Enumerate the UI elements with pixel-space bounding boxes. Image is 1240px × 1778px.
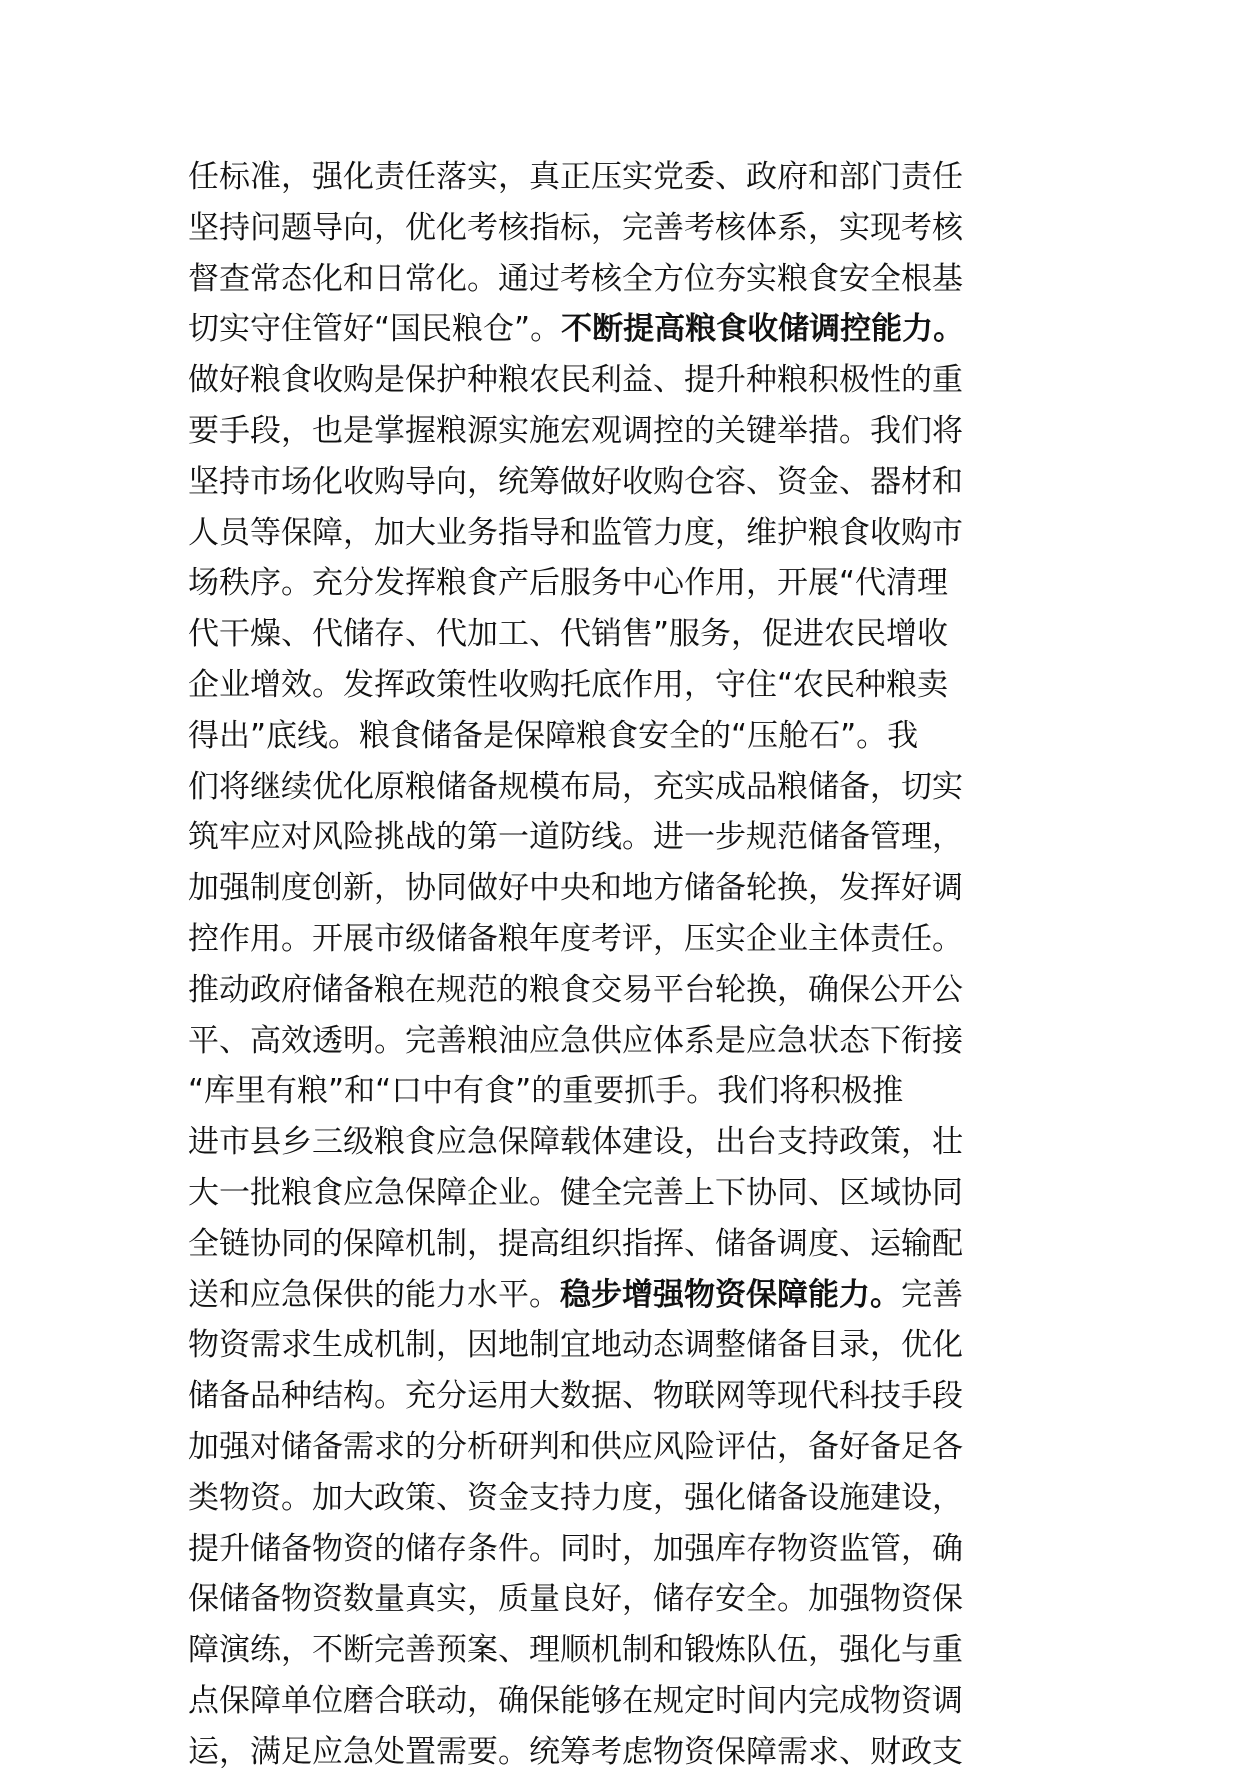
paragraph-text: “库里有粮”和“口中有食”的重要抓手。我们将积极推 (188, 1073, 904, 1110)
text-line (188, 1727, 1068, 1778)
text-line (188, 1371, 1068, 1422)
text-line (188, 1625, 1068, 1676)
body-text (188, 152, 1068, 1778)
text-line (188, 508, 1068, 559)
text-line (188, 152, 1068, 203)
text-line (188, 965, 1068, 1016)
text-line (188, 660, 1068, 711)
text-line (188, 1117, 1068, 1168)
paragraph-text: 提升储备物资的储存条件。同时，加强库存物资监管，确 (188, 1530, 963, 1567)
text-line (188, 1473, 1068, 1524)
paragraph-text: 送和应急保供的能力水平。 (188, 1276, 560, 1313)
paragraph-text: 保储备物资数量真实，质量良好，储存安全。加强物资保 (188, 1581, 963, 1618)
paragraph-text: 要手段，也是掌握粮源实施宏观调控的关键举措。我们将 (188, 412, 963, 449)
text-line (188, 1422, 1068, 1473)
text-line (188, 1168, 1068, 1219)
paragraph-text: 得出”底线。粮食储备是保障粮食安全的“压舱石”。我 (188, 717, 919, 754)
paragraph-text: 加强对储备需求的分析研判和供应风险评估，备好备足各 (188, 1428, 963, 1465)
text-line (188, 1270, 1068, 1321)
text-line (188, 609, 1068, 660)
paragraph-text: 类物资。加大政策、资金支持力度，强化储备设施建设， (188, 1479, 963, 1516)
paragraph-text: 们将继续优化原粮储备规模布局，充实成品粮储备，切实 (188, 768, 963, 805)
text-line (188, 1524, 1068, 1575)
text-line (188, 1016, 1068, 1067)
paragraph-text: 储备品种结构。充分运用大数据、物联网等现代科技手段 (188, 1378, 963, 1415)
paragraph-text: 物资需求生成机制，因地制宜地动态调整储备目录，优化 (188, 1327, 963, 1364)
paragraph-text: 切实守住管好“国民粮仓”。 (188, 311, 562, 348)
paragraph-text: 坚持问题导向，优化考核指标，完善考核体系，实现考核 (188, 209, 963, 246)
paragraph-text: 企业增效。发挥政策性收购托底作用，守住“农民种粮卖 (188, 666, 949, 703)
text-line (188, 812, 1068, 863)
paragraph-text: 坚持市场化收购导向，统筹做好收购仓容、资金、器材和 (188, 463, 963, 500)
text-line (188, 203, 1068, 254)
paragraph-text: 控作用。开展市级储备粮年度考评，压实企业主体责任。 (188, 920, 963, 957)
paragraph-text: 进市县乡三级粮食应急保障载体建设，出台支持政策，壮 (188, 1124, 963, 1161)
text-line (188, 254, 1068, 305)
paragraph-text: 代干燥、代储存、代加工、代销售”服务，促进农民增收 (188, 616, 949, 653)
text-line (188, 762, 1068, 813)
paragraph-text: 推动政府储备粮在规范的粮食交易平台轮换，确保公开公 (188, 971, 963, 1008)
paragraph-text: 督查常态化和日常化。通过考核全方位夯实粮食安全根基 (188, 260, 963, 297)
paragraph-text: 大一批粮食应急保障企业。健全完善上下协同、区域协同 (188, 1174, 963, 1211)
paragraph-text: 人员等保障，加大业务指导和监管力度，维护粮食收购市 (188, 514, 963, 551)
paragraph-text: 点保障单位磨合联动，确保能够在规定时间内完成物资调 (188, 1682, 963, 1719)
paragraph-text: 运，满足应急处置需要。统筹考虑物资保障需求、财政支 (188, 1733, 963, 1770)
text-line (188, 1676, 1068, 1727)
text-line (188, 558, 1068, 609)
text-line (188, 1574, 1068, 1625)
text-line (188, 863, 1068, 914)
text-line (188, 406, 1068, 457)
paragraph-text: 场秩序。充分发挥粮食产后服务中心作用，开展“代清理 (188, 565, 949, 602)
paragraph-text: 障演练，不断完善预案、理顺机制和锻炼队伍，强化与重 (188, 1632, 963, 1669)
text-line (188, 457, 1068, 508)
paragraph-text: 平、高效透明。完善粮油应急供应体系是应急状态下衔接 (188, 1022, 963, 1059)
text-line (188, 1320, 1068, 1371)
text-line (188, 304, 1068, 355)
paragraph-text: 筑牢应对风险挑战的第一道防线。进一步规范储备管理， (188, 819, 963, 856)
paragraph-text: 加强制度创新，协同做好中央和地方储备轮换，发挥好调 (188, 870, 963, 907)
text-line (188, 711, 1068, 762)
text-line (188, 355, 1068, 406)
paragraph-text: 完善 (901, 1276, 963, 1313)
paragraph-text: 任标准，强化责任落实，真正压实党委、政府和部门责任 (188, 159, 963, 195)
text-line (188, 1066, 1068, 1117)
text-line (188, 1219, 1068, 1270)
paragraph-text: 做好粮食收购是保护种粮农民利益、提升种粮积极性的重 (188, 362, 963, 399)
bold-heading-text: 不断提高粮食收储调控能力。 (561, 311, 965, 348)
text-line (188, 914, 1068, 965)
paragraph-text: 全链协同的保障机制，提高组织指挥、储备调度、运输配 (188, 1225, 963, 1262)
bold-heading-text: 稳步增强物资保障能力。 (560, 1276, 901, 1313)
